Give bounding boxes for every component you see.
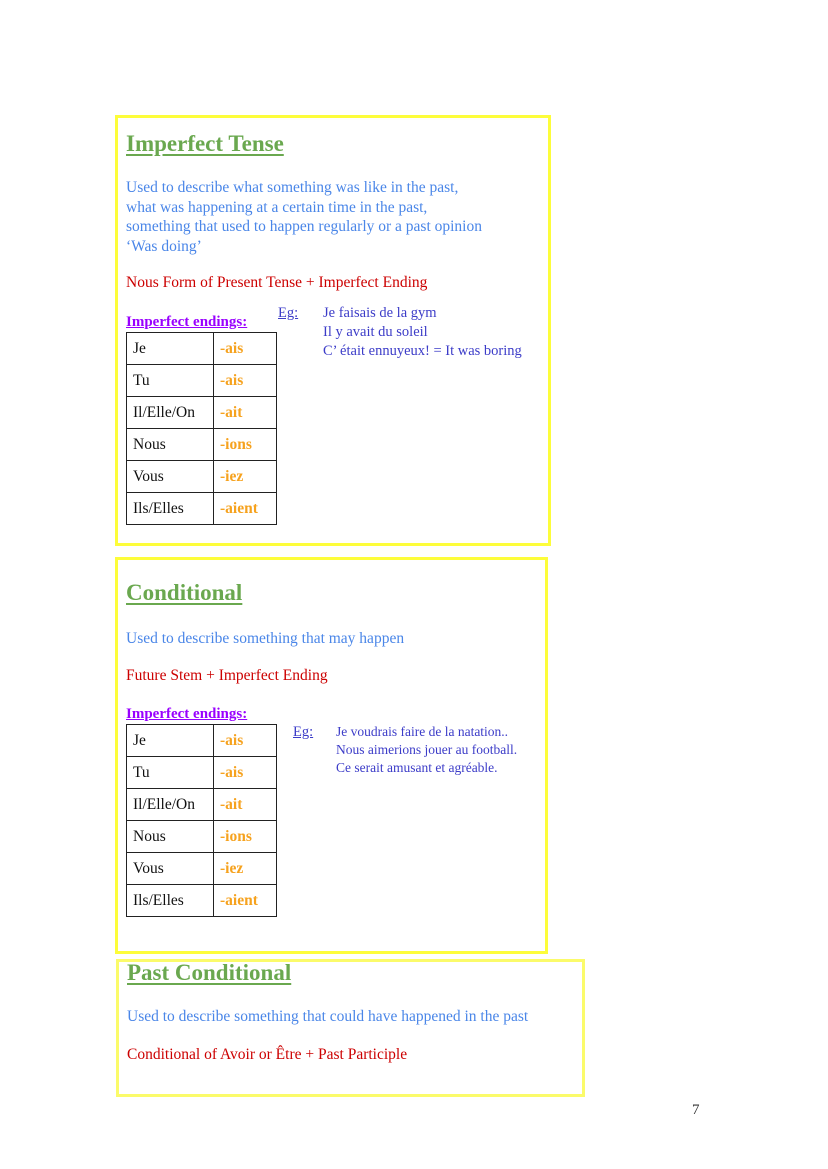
example-label: Eg: [293,724,314,740]
section-title: Conditional [126,580,243,605]
ending-cell: -iez [214,461,277,493]
table-row [127,725,277,757]
pronoun-cell: Tu [127,757,214,789]
section-title: Imperfect Tense [126,131,284,156]
description-line: Used to describe something that may happen [126,630,405,647]
description-line: something that used to happen regularly or a past opinion [126,218,482,235]
example-line: Nous aimerions jouer au football. [336,742,518,757]
pronoun-cell: Il/Elle/On [127,789,214,821]
ending-cell: -ions [214,429,277,461]
section-title: Past Conditional [127,960,292,985]
table-row [127,493,277,525]
table-row [127,821,277,853]
section-description [127,1007,528,1027]
examples [336,723,517,777]
description-line: ‘Was doing’ [126,237,202,255]
past-conditional-section [116,959,585,1097]
pronoun-cell: Je [127,333,214,365]
examples [323,304,522,361]
ending-cell: -ions [214,821,277,853]
table-row [127,461,277,493]
example-line: Je faisais de la gym [323,305,437,321]
ending-cell: -ais [214,757,277,789]
table-row [127,853,277,885]
pronoun-cell: Vous [127,853,214,885]
description-line: what was happening at a certain time in the past, [126,198,428,216]
conditional-section [115,557,548,954]
pronoun-cell: Vous [127,461,214,493]
imperfect-tense-section [115,115,551,546]
section-description [126,178,482,256]
ending-cell: -iez [214,853,277,885]
formula: Nous Form of Present Tense + Imperfect Ending [126,274,428,291]
ending-cell: -ais [214,725,277,757]
endings-label: Imperfect endings: [126,314,248,330]
example-line: Je voudrais faire de la natation.. [336,724,509,739]
ending-cell: -aient [214,885,277,917]
table-row [127,757,277,789]
pronoun-cell: Tu [127,365,214,397]
pronoun-cell: Ils/Elles [127,885,214,917]
table-row [127,333,277,365]
ending-cell: -ais [214,333,277,365]
table-row [127,789,277,821]
pronoun-cell: Nous [127,821,214,853]
table-row [127,365,277,397]
formula: Future Stem + Imperfect Ending [126,667,328,684]
endings-label: Imperfect endings: [126,706,248,722]
endings-table [126,724,277,917]
pronoun-cell: Il/Elle/On [127,397,214,429]
ending-cell: -ais [214,365,277,397]
endings-table [126,332,277,525]
page-number: 7 [692,1102,700,1118]
description-line: Used to describe what something was like in the past, [126,179,459,196]
ending-cell: -ait [214,397,277,429]
description-line: Used to describe something that could have happened in the past [127,1008,529,1025]
example-line: Ce serait amusant et agréable. [336,760,498,775]
formula: Conditional of Avoir or Être + Past Participle [127,1046,408,1063]
example-label: Eg: [278,305,299,321]
ending-cell: -aient [214,493,277,525]
section-description [126,629,404,649]
table-row [127,397,277,429]
table-row [127,429,277,461]
table-row [127,885,277,917]
pronoun-cell: Je [127,725,214,757]
example-line: Il y avait du soleil [323,324,428,340]
ending-cell: -ait [214,789,277,821]
pronoun-cell: Nous [127,429,214,461]
pronoun-cell: Ils/Elles [127,493,214,525]
example-line: C’ était ennuyeux! = It was boring [323,343,522,359]
